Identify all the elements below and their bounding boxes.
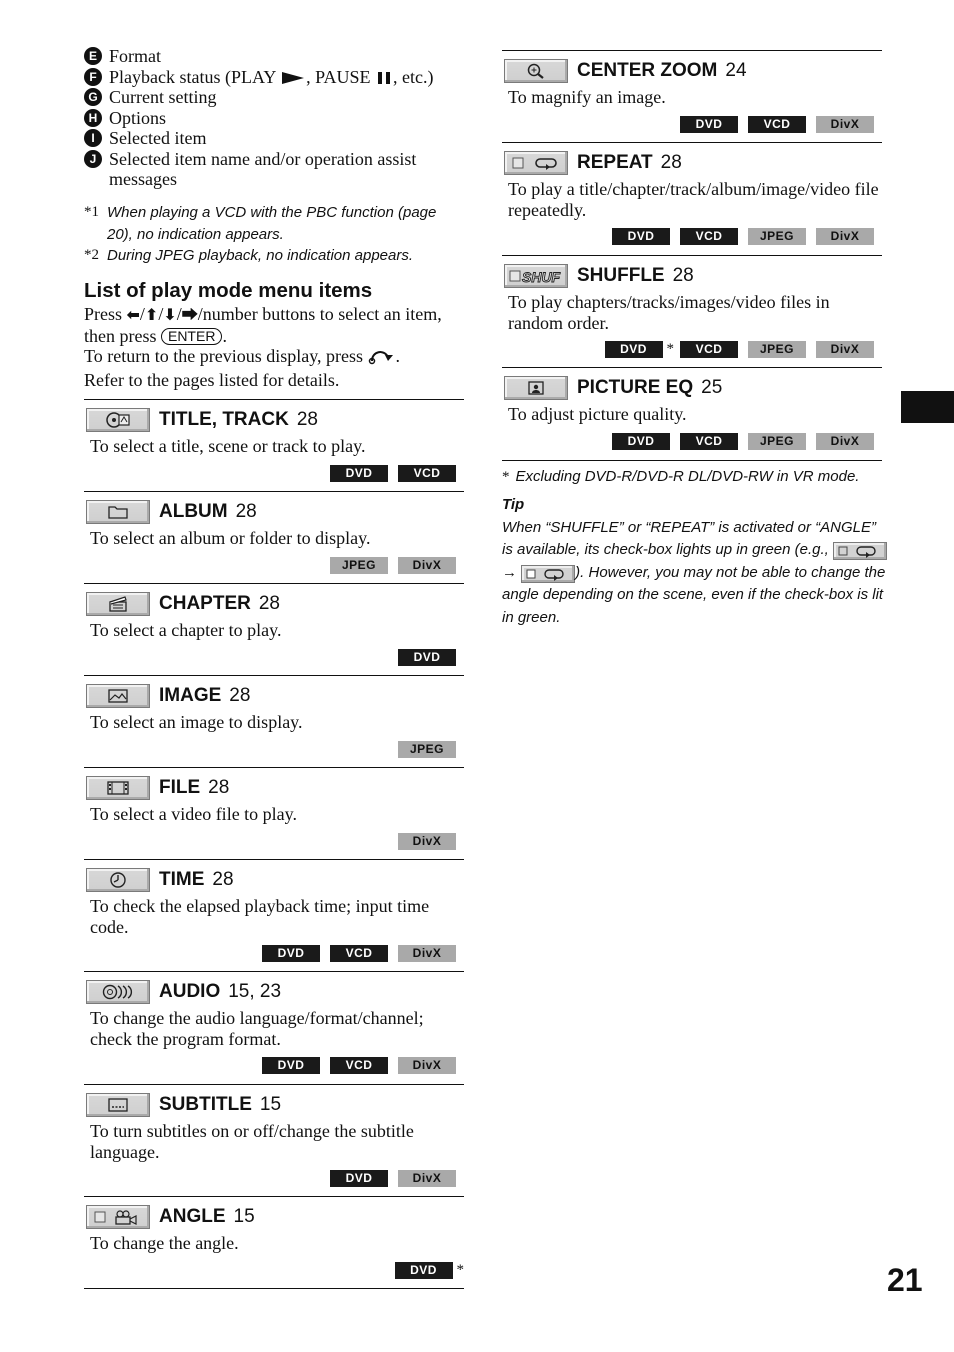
repeat-icon bbox=[504, 151, 568, 175]
menu-entry-time bbox=[84, 859, 464, 972]
format-badge: JPEG bbox=[398, 741, 456, 758]
legend-text: Selected item bbox=[109, 128, 207, 148]
format-badge: DivX bbox=[816, 116, 874, 133]
left-arrow-icon: ⬅ bbox=[126, 305, 140, 324]
format-badge: DVD bbox=[605, 341, 663, 358]
divider bbox=[84, 1288, 464, 1289]
format-badge: JPEG bbox=[748, 341, 806, 358]
folder-icon bbox=[86, 500, 150, 524]
entry-title: CHAPTER bbox=[159, 593, 251, 614]
format-badge: VCD bbox=[398, 465, 456, 482]
format-badges bbox=[330, 465, 456, 482]
format-badge: DivX bbox=[816, 228, 874, 245]
entry-description: To change the angle. bbox=[90, 1233, 239, 1253]
shuffle-icon bbox=[504, 264, 568, 288]
format-badge: JPEG bbox=[330, 557, 388, 574]
format-badge: DivX bbox=[398, 1057, 456, 1074]
entry-description: To turn subtitles on or off/change the subtitle language. bbox=[90, 1121, 414, 1162]
up-arrow-icon: ⬆ bbox=[144, 305, 159, 324]
enter-key-icon: ENTER bbox=[161, 328, 222, 345]
format-badge: DivX bbox=[398, 833, 456, 850]
entry-title: REPEAT bbox=[577, 152, 653, 173]
format-badges bbox=[262, 945, 456, 962]
footnote-star: * bbox=[456, 1262, 464, 1278]
intro-text: Press ⬅/⬆/⬇/⮕/number buttons to select an item, then press ENTER . To return to the previous display, press . Refer to the pages listed for details. bbox=[84, 304, 442, 390]
legend-text: Playback status (PLAY bbox=[109, 66, 281, 87]
section-heading: List of play mode menu items bbox=[84, 279, 373, 302]
entry-title: SUBTITLE bbox=[159, 1094, 252, 1115]
format-badges bbox=[398, 833, 456, 850]
title-track-icon bbox=[86, 408, 150, 432]
format-badges bbox=[330, 557, 456, 574]
entry-description: To check the elapsed playback time; input time code. bbox=[90, 896, 430, 937]
camera-angle-icon bbox=[86, 1205, 150, 1229]
menu-entry-file bbox=[84, 767, 464, 860]
legend-letter: E bbox=[84, 47, 102, 65]
legend-item-options bbox=[84, 108, 464, 129]
entry-title: ALBUM bbox=[159, 501, 228, 522]
footnote-star: * bbox=[666, 341, 674, 357]
section-tab-marker bbox=[901, 391, 954, 423]
legend-item-selected-name bbox=[84, 149, 464, 190]
format-badge: DivX bbox=[398, 945, 456, 962]
repeat-unlit-icon bbox=[833, 542, 887, 560]
format-badges bbox=[395, 1262, 464, 1279]
footnote bbox=[84, 245, 464, 267]
format-badges bbox=[330, 1170, 456, 1187]
right-footnote bbox=[502, 466, 892, 488]
clapperboard-icon bbox=[86, 592, 150, 616]
entry-page: 28 bbox=[235, 501, 257, 522]
legend-text: Format bbox=[109, 46, 161, 66]
entry-description: To select a video file to play. bbox=[90, 804, 297, 824]
legend-item-selected-item bbox=[84, 128, 464, 149]
format-badge: DVD bbox=[612, 228, 670, 245]
menu-entry-shuffle bbox=[502, 255, 882, 368]
format-badge: JPEG bbox=[748, 433, 806, 450]
footnote-text: Excluding DVD-R/DVD-R DL/DVD-RW in VR mode. bbox=[515, 468, 860, 485]
menu-entry-title-track bbox=[84, 399, 464, 492]
repeat-lit-icon bbox=[521, 565, 575, 583]
format-badge: DVD bbox=[330, 465, 388, 482]
legend-text: , etc.) bbox=[393, 66, 434, 87]
menu-entry-image bbox=[84, 675, 464, 768]
clock-icon bbox=[86, 868, 150, 892]
play-icon bbox=[282, 72, 304, 84]
page-number: 21 bbox=[887, 1262, 923, 1298]
entry-description: To magnify an image. bbox=[508, 87, 666, 107]
entry-title: ANGLE bbox=[159, 1206, 226, 1227]
format-badge: DVD bbox=[395, 1262, 453, 1279]
footnote-mark: *2 bbox=[84, 247, 99, 263]
format-badge: VCD bbox=[330, 945, 388, 962]
menu-entry-picture-eq bbox=[502, 367, 882, 461]
footnote-text: During JPEG playback, no indication appears. bbox=[107, 247, 414, 264]
format-badge: VCD bbox=[330, 1057, 388, 1074]
shuffle-icon-label: SHUF bbox=[522, 269, 561, 285]
tip-label: Tip bbox=[502, 496, 525, 513]
format-badges bbox=[612, 433, 874, 450]
entry-page: 28 bbox=[208, 777, 230, 798]
indicator-legend bbox=[84, 46, 464, 190]
format-badge: DivX bbox=[816, 341, 874, 358]
entry-title: PICTURE EQ bbox=[577, 377, 694, 398]
menu-entry-angle bbox=[84, 1196, 464, 1289]
format-badge: VCD bbox=[680, 228, 738, 245]
legend-text: Selected item name and/or operation assist messages bbox=[109, 148, 417, 189]
entry-description: To select a title, scene or track to play. bbox=[90, 436, 366, 456]
film-icon bbox=[86, 776, 150, 800]
footnote-mark: *1 bbox=[84, 204, 99, 220]
format-badge: DVD bbox=[262, 1057, 320, 1074]
legend-item-playback-status bbox=[84, 67, 464, 88]
entry-page: 28 bbox=[212, 869, 234, 890]
legend-text: Current setting bbox=[109, 87, 217, 107]
entry-description: To select an album or folder to display. bbox=[90, 528, 371, 548]
picture-eq-icon bbox=[504, 376, 568, 400]
image-icon bbox=[86, 684, 150, 708]
entry-title: FILE bbox=[159, 777, 201, 798]
entry-page: 25 bbox=[701, 377, 723, 398]
tip-text: When “SHUFFLE” or “REPEAT” is activated or “ANGLE” is available, its check-box lights up in green (e.g., → ). However, you may not be able to change the angle depending on the scene, even if the check-box is lit in green. bbox=[502, 518, 886, 626]
legend-letter: G bbox=[84, 88, 102, 106]
footnote bbox=[84, 202, 464, 245]
format-badge: VCD bbox=[748, 116, 806, 133]
return-icon bbox=[368, 347, 396, 370]
entry-page: 28 bbox=[258, 593, 280, 614]
format-badge: DVD bbox=[612, 433, 670, 450]
legend-letter: J bbox=[84, 150, 102, 168]
legend-text: , PAUSE bbox=[306, 66, 376, 87]
entry-page: 28 bbox=[296, 409, 318, 430]
entry-title: AUDIO bbox=[159, 981, 221, 1002]
entry-page: 28 bbox=[672, 265, 694, 286]
entry-description: To select an image to display. bbox=[90, 712, 303, 732]
legend-letter: I bbox=[84, 129, 102, 147]
format-badge: JPEG bbox=[748, 228, 806, 245]
format-badge: DVD bbox=[330, 1170, 388, 1187]
footnote-mark: * bbox=[502, 469, 510, 485]
entry-title: TIME bbox=[159, 869, 205, 890]
legend-item-format bbox=[84, 46, 464, 67]
entry-title: IMAGE bbox=[159, 685, 222, 706]
legend-letter: F bbox=[84, 68, 102, 86]
entry-description: To adjust picture quality. bbox=[508, 404, 687, 424]
format-badge: DVD bbox=[680, 116, 738, 133]
format-badge: DivX bbox=[398, 1170, 456, 1187]
menu-entry-chapter bbox=[84, 583, 464, 676]
menu-entry-audio bbox=[84, 971, 464, 1085]
footnotes bbox=[84, 202, 464, 267]
legend-item-current-setting bbox=[84, 87, 464, 108]
format-badge: DVD bbox=[398, 649, 456, 666]
entry-title: CENTER ZOOM bbox=[577, 60, 718, 81]
zoom-icon bbox=[504, 59, 568, 83]
entry-description: To play a title/chapter/track/album/image/video file repeatedly. bbox=[508, 179, 879, 220]
right-arrow-icon: ⮕ bbox=[181, 305, 198, 324]
legend-text: Options bbox=[109, 107, 167, 128]
entry-page: 15 bbox=[233, 1206, 255, 1227]
audio-icon bbox=[86, 980, 150, 1004]
format-badge: VCD bbox=[680, 341, 738, 358]
format-badge: DVD bbox=[262, 945, 320, 962]
entry-page: 15, 23 bbox=[228, 981, 282, 1002]
down-arrow-icon: ⬇ bbox=[163, 305, 177, 324]
format-badges bbox=[398, 649, 456, 666]
legend-letter: H bbox=[84, 109, 102, 127]
entry-description: To change the audio language/format/channel; check the program format. bbox=[90, 1008, 424, 1049]
menu-entry-center-zoom bbox=[502, 50, 882, 143]
entry-page: 28 bbox=[660, 152, 682, 173]
format-badges bbox=[398, 741, 456, 758]
menu-entry-subtitle bbox=[84, 1084, 464, 1197]
format-badges bbox=[612, 228, 874, 245]
entry-page: 15 bbox=[259, 1094, 282, 1115]
entry-description: To play chapters/tracks/images/video files in random order. bbox=[508, 292, 830, 333]
format-badges bbox=[680, 116, 874, 133]
footnote-text: When playing a VCD with the PBC function (page 20), no indication appears. bbox=[107, 204, 437, 243]
subtitle-icon bbox=[86, 1093, 150, 1117]
entry-title: TITLE, TRACK bbox=[159, 409, 289, 430]
entry-page: 28 bbox=[229, 685, 251, 706]
menu-entry-album bbox=[84, 491, 464, 584]
format-badge: VCD bbox=[680, 433, 738, 450]
pause-icon bbox=[378, 72, 390, 84]
format-badges bbox=[262, 1057, 456, 1074]
arrow-icon: → bbox=[502, 563, 517, 581]
menu-entry-repeat bbox=[502, 142, 882, 256]
format-badge: DivX bbox=[398, 557, 456, 574]
entry-description: To select a chapter to play. bbox=[90, 620, 282, 640]
tip-box bbox=[502, 494, 887, 629]
format-badge: DivX bbox=[816, 433, 874, 450]
format-badges bbox=[605, 341, 875, 358]
entry-page: 24 bbox=[725, 60, 747, 81]
entry-title: SHUFFLE bbox=[577, 265, 665, 286]
